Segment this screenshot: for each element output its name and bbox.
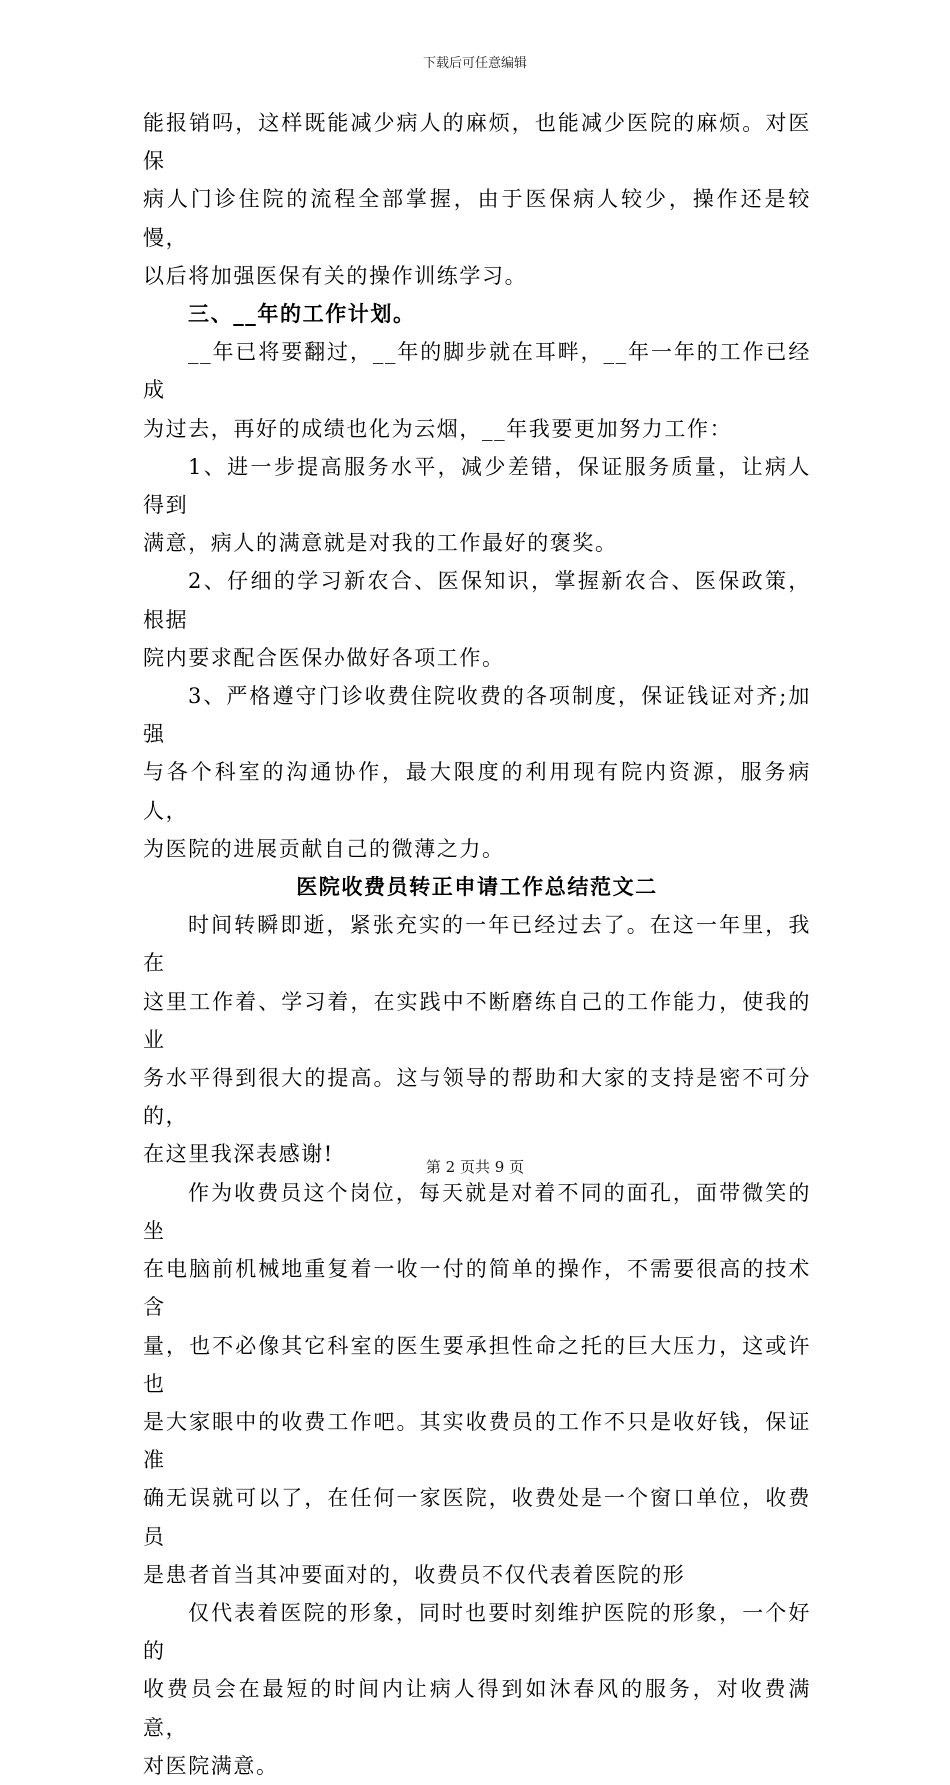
text-line: 为医院的进展贡献自己的微薄之力。 [143, 836, 505, 861]
text-line: 病人门诊住院的流程全部掌握，由于医保病人较少，操作还是较慢， [143, 187, 811, 250]
text-line: 在电脑前机械地重复着一收一付的简单的操作，不需要很高的技术含 [143, 1257, 811, 1320]
text-line: 2、仔细的学习新农合、医保知识，掌握新农合、医保政策，根据 [143, 569, 811, 632]
text-line: 是大家眼中的收费工作吧。其实收费员的工作不只是收好钱，保证准 [143, 1409, 811, 1473]
text-line: 对医院满意。 [143, 1753, 279, 1778]
text-line: 以后将加强医保有关的操作训练学习。 [143, 263, 528, 288]
plan-item-2 [143, 562, 811, 677]
page-header: 下载后可任意编辑 [422, 56, 527, 71]
text-line: 确无误就可以了，在任何一家医院，收费处是一个窗口单位，收费员 [143, 1486, 811, 1549]
heading-line: 三、__年的工作计划。 [188, 301, 416, 327]
paragraph-cashier-role [143, 1174, 811, 1594]
text-line: 仅代表着医院的形象，同时也要时刻维护医院的形象，一个好的 [143, 1600, 811, 1664]
text-line: 为过去，再好的成绩也化为云烟，__年我要更加努力工作： [143, 416, 733, 441]
text-line: 收费员会在最短的时间内让病人得到如沐春风的服务，对收费满意， [143, 1677, 811, 1740]
text-line: 能报销吗，这样既能减少病人的麻烦，也能减少医院的麻烦。对医保 [143, 111, 811, 174]
text-line: 与各个科室的沟通协作，最大限度的利用现有院内资源，服务病人， [143, 760, 811, 823]
text-line: 是患者首当其冲要面对的，收费员不仅代表着医院的形 [143, 1562, 686, 1587]
text-line: 作为收费员这个岗位，每天就是对着不同的面孔，面带微笑的坐 [143, 1180, 811, 1243]
paragraph-hospital-image [143, 1594, 811, 1785]
text-line: __年已将要翻过，__年的脚步就在耳畔，__年一年的工作已经成 [143, 340, 811, 403]
text-line: 量，也不必像其它科室的医生要承担性命之托的巨大压力，这或许也 [143, 1333, 811, 1396]
paragraph-reimbursement [143, 104, 811, 295]
text-line: 1、进一步提高服务水平，减少差错，保证服务质量，让病人得到 [143, 454, 811, 518]
paragraph-year-intro [143, 333, 811, 448]
text-line: 务水平得到很大的提高。这与领导的帮助和大家的支持是密不可分的， [143, 1066, 811, 1129]
section-heading-work-plan [143, 295, 811, 333]
page-footer: 第 2 页共 9 页 [425, 1158, 525, 1176]
document-body [143, 104, 811, 1785]
text-line: 时间转瞬即逝，紧张充实的一年已经过去了。在这一年里，我在 [143, 913, 811, 976]
text-line: 在这里我深表感谢! [143, 1142, 334, 1167]
plan-item-1 [143, 448, 811, 563]
paragraph-time-flies [143, 906, 811, 1173]
text-line: 3、严格遵守门诊收费住院收费的各项制度，保证钱证对齐;加强 [143, 684, 811, 747]
text-line: 满意，病人的满意就是对我的工作最好的褒奖。 [143, 531, 618, 556]
text-line: 这里工作着、学习着，在实践中不断磨练自己的工作能力，使我的业 [143, 989, 811, 1052]
plan-item-3 [143, 677, 811, 868]
text-line: 院内要求配合医保办做好各项工作。 [143, 645, 505, 670]
article-title-2: 医院收费员转正申请工作总结范文二 [296, 874, 658, 900]
